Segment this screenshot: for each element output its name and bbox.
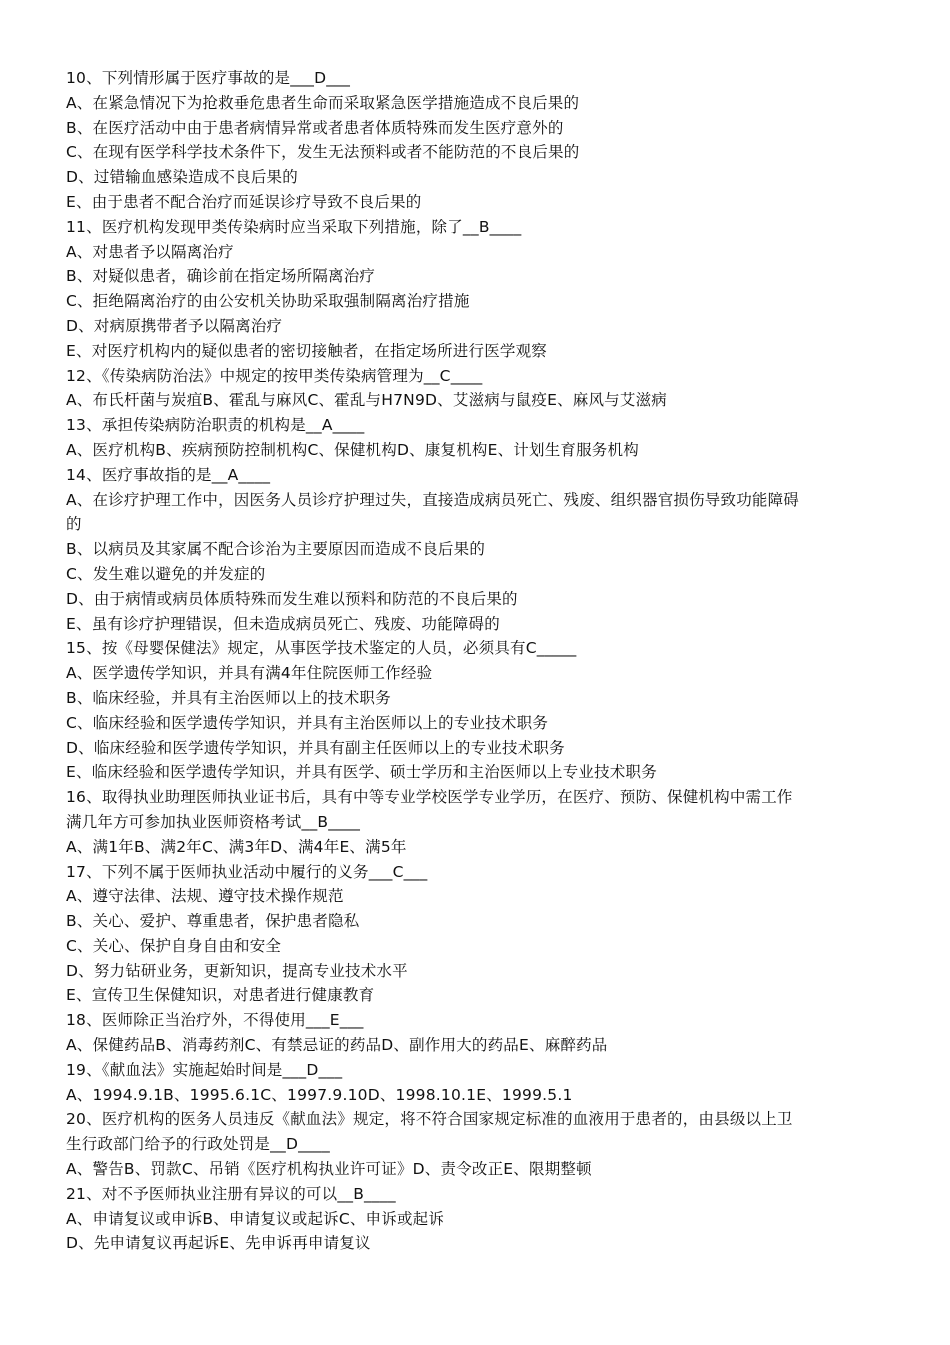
- text-line: A、警告B、罚款C、吊销《医疗机构执业许可证》D、责令改正E、限期整顿: [66, 1160, 592, 1179]
- text-line: 17、下列不属于医师执业活动中履行的义务___C___: [66, 862, 428, 881]
- text-line: 10、下列情形属于医疗事故的是___D___: [66, 69, 351, 87]
- text-line: A、在诊疗护理工作中，因医务人员诊疗护理过失，直接造成病员死亡、残废、组织器官损伤导致功能障碍: [66, 490, 800, 509]
- text-line: B、临床经验，并具有主治医师以上的技术职务: [66, 688, 391, 707]
- text-line: A、在紧急情况下为抢救垂危患者生命而采取紧急医学措施造成不良后果的: [66, 93, 580, 112]
- text-line: 满几年方可参加执业医师资格考试__B____: [66, 812, 361, 831]
- text-line: C、关心、保护自身自由和安全: [66, 936, 282, 955]
- text-line: E、对医疗机构内的疑似患者的密切接触者，在指定场所进行医学观察: [66, 341, 547, 360]
- text-line: 19、《献血法》实施起始时间是___D___: [66, 1060, 343, 1079]
- text-line: D、努力钻研业务，更新知识，提高专业技术水平: [66, 961, 408, 980]
- text-line: 13、承担传染病防治职责的机构是__A____: [66, 416, 365, 435]
- text-line: D、过错输血感染造成不良后果的: [66, 168, 298, 187]
- text-line: 12、《传染病防治法》中规定的按甲类传染病管理为__C____: [66, 366, 483, 385]
- text-line: 21、对不予医师执业注册有异议的可以__B____: [66, 1184, 396, 1203]
- text-line: C、拒绝隔离治疗的由公安机关协助采取强制隔离治疗措施: [66, 292, 470, 311]
- text-line: 的: [66, 515, 82, 534]
- document-body: [66, 66, 906, 1256]
- text-line: A、遵守法律、法规、遵守技术操作规范: [66, 887, 344, 906]
- text-line: 11、医疗机构发现甲类传染病时应当采取下列措施，除了__B____: [66, 217, 522, 236]
- text-line: D、对病原携带者予以隔离治疗: [66, 316, 283, 335]
- text-line: A、对患者予以隔离治疗: [66, 242, 234, 261]
- text-line: B、关心、爱护、尊重患者，保护患者隐私: [66, 912, 360, 931]
- text-line: E、虽有诊疗护理错误，但未造成病员死亡、残废、功能障碍的: [66, 614, 500, 633]
- text-line: B、对疑似患者，确诊前在指定场所隔离治疗: [66, 267, 376, 286]
- text-line: D、临床经验和医学遗传学知识，并具有副主任医师以上的专业技术职务: [66, 738, 565, 757]
- text-line: 生行政部门给予的行政处罚是__D____: [66, 1135, 330, 1154]
- text-line: C、在现有医学科学技术条件下，发生无法预料或者不能防范的不良后果的: [66, 143, 580, 162]
- text-line: 14、医疗事故指的是__A____: [66, 465, 271, 484]
- text-line: D、由于病情或病员体质特殊而发生难以预料和防范的不良后果的: [66, 589, 518, 608]
- text-line: 20、医疗机构的医务人员违反《献血法》规定，将不符合国家规定标准的血液用于患者的，由县级以上卫: [66, 1110, 793, 1129]
- text-line: B、以病员及其家属不配合诊治为主要原因而造成不良后果的: [66, 540, 486, 559]
- text-line: C、发生难以避免的并发症的: [66, 564, 266, 583]
- text-line: A、1994.9.1B、1995.6.1C、1997.9.10D、1998.10.1E、1999.5.1: [66, 1085, 573, 1104]
- text-line: A、申请复议或申诉B、申请复议或起诉C、申诉或起诉: [66, 1209, 445, 1228]
- text-line: A、满1年B、满2年C、满3年D、满4年E、满5年: [66, 837, 407, 856]
- text-line: C、临床经验和医学遗传学知识，并具有主治医师以上的专业技术职务: [66, 713, 549, 732]
- text-line: A、布氏杆菌与炭疽B、霍乱与麻风C、霍乱与H7N9D、艾滋病与鼠疫E、麻风与艾滋病: [66, 391, 667, 410]
- text-line: A、医学遗传学知识，并具有满4年住院医师工作经验: [66, 664, 433, 683]
- text-line: E、由于患者不配合治疗而延误诊疗导致不良后果的: [66, 192, 422, 211]
- text-line: A、医疗机构B、疾病预防控制机构C、保健机构D、康复机构E、计划生育服务机构: [66, 440, 639, 459]
- text-line: E、临床经验和医学遗传学知识，并具有医学、硕士学历和主治医师以上专业技术职务: [66, 763, 657, 782]
- text-line: D、先申请复议再起诉E、先申诉再申请复议: [66, 1234, 371, 1253]
- text-line: B、在医疗活动中由于患者病情异常或者患者体质特殊而发生医疗意外的: [66, 118, 564, 137]
- text-line: A、保健药品B、消毒药剂C、有禁忌证的药品D、副作用大的药品E、麻醉药品: [66, 1036, 608, 1055]
- text-line: 15、按《母婴保健法》规定，从事医学技术鉴定的人员，必须具有C_____: [66, 639, 577, 658]
- text-line: 16、取得执业助理医师执业证书后，具有中等专业学校医学专业学历，在医疗、预防、保健机构中需工作: [66, 788, 793, 807]
- text-line: E、宣传卫生保健知识，对患者进行健康教育: [66, 986, 375, 1005]
- text-line: 18、医师除正当治疗外，不得使用___E___: [66, 1011, 364, 1030]
